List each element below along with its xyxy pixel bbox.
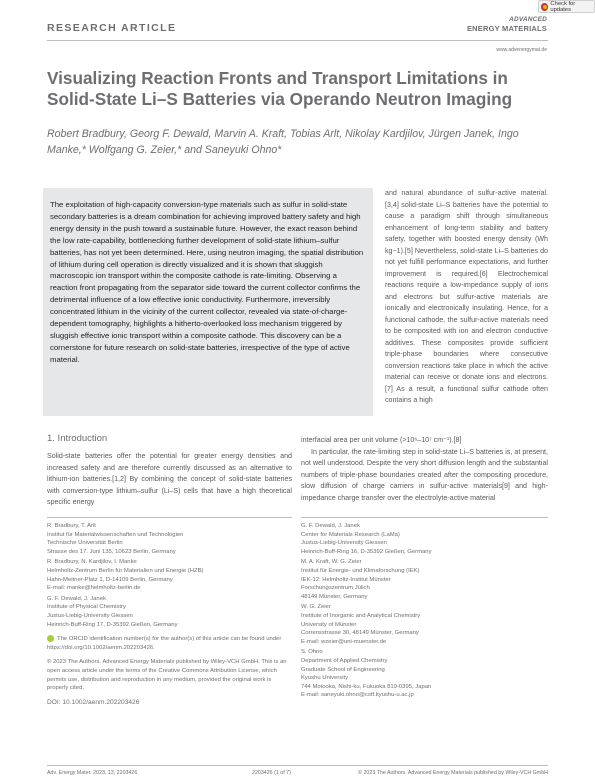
orcid-note-text: The ORCID identification number(s) for the author(s) of this article can be found under https://doi.org/10.1002/aenm.202203426. bbox=[47, 636, 282, 651]
affiliation-line: Heinrich-Buff-Ring 16, D-35392 Gießen, Germany bbox=[301, 548, 432, 555]
email-link[interactable]: E-mail: wzeier@uni-muenster.de bbox=[301, 638, 387, 645]
author-list: Robert Bradbury, Georg F. Dewald, Marvin A. Kraft, Tobias Arlt, Nikolay Kardjilov, Jürgen Janek, Ingo Manke,* Wolfgang G. Zeier,* and Saneyuki Ohno* bbox=[47, 128, 519, 156]
affiliations-right bbox=[301, 522, 548, 700]
affiliation-line: S. Ohno bbox=[301, 649, 323, 656]
license-note: © 2023 The Authors. Advanced Energy Materials published by Wiley-VCH GmbH. This is an open access article under the terms of the Creative Commons Attribution License, which permits use, distribution and reproduction in any medium, provided the original work is properly cited. bbox=[47, 659, 287, 692]
footer-copyright: © 2023 The Authors. Advanced Energy Materials published by Wiley-VCH GmbH bbox=[358, 770, 548, 776]
body-paragraph: In particular, the rate-limiting step in solid-state Li–S batteries is, at present, not well understood. Despite the very short diffusion length and the substantial numbers of triple-phase boundaries created after the compositing procedure, slow diffusion of charge carriers in sulfur-active materials[9] and high-impedance charge transfer over the electrolyte-active material bbox=[301, 447, 548, 502]
affiliation-line: Center for Materials Research (LaMa) bbox=[301, 531, 400, 538]
update-badge-icon bbox=[541, 3, 548, 11]
affiliation-line: Justus-Liebig-University Giessen bbox=[301, 540, 387, 547]
affiliation-line: Institute of Physical Chemistry bbox=[47, 604, 126, 611]
affiliation-line: R. Bradbury, T. Arlt bbox=[47, 523, 96, 529]
intro-paragraph: Solid-state batteries offer the potential for greater energy densities and increased safety and are therefore currently discussed as an alternative to lithium-ion batteries.[1,2] By combining the concept of solid-state batteries with conversion-type lithium–sulfur (Li–S) cells that have a high theoretical specific energy bbox=[47, 452, 292, 506]
email-link[interactable]: E-mail: saneyuki.ohno@cstf.kyushu-u.ac.jp bbox=[301, 692, 414, 699]
affiliation-line: Institut für Energie- und Klimaforschung (IEK) bbox=[301, 567, 420, 574]
affiliations-left bbox=[47, 522, 292, 707]
affiliation-line: Kyushu University bbox=[301, 675, 349, 682]
doi[interactable]: DOI: 10.1002/aenm.202203426 bbox=[47, 698, 140, 706]
affiliation-line: R. Bradbury, N. Kardjilov, I. Manke bbox=[47, 559, 137, 566]
affiliation-line: Department of Applied Chemistry bbox=[301, 657, 388, 664]
affiliation-line: G. F. Dewald, J. Janek bbox=[47, 595, 106, 602]
orcid-icon bbox=[47, 635, 54, 642]
affiliation-line: M. A. Kraft, W. G. Zeier bbox=[301, 559, 362, 566]
orcid-note[interactable] bbox=[47, 635, 292, 652]
header-divider bbox=[47, 40, 548, 41]
body-text-right-top: and natural abundance of sulfur-active material.[3,4] solid-state Li–S batteries have the potential to cause a paradigm shift through simultaneous enhancement of long-term stability and battery safety, together with boosted energy density (Wh kg−1).[5] Nevertheless, solid-state Li–S batteries do not yet fulfill performance expectations, and further improvement is required.[6] Electrochemical reactions require a low-impedance supply of ions and electrons but sulfur-active materials are ionically and electronically insulating. Hence, for a functional cathode, the sulfur-active materials need to be composited with ion and electron conductive additives. These composites provide sufficient triple-phase boundaries where consecutive conversion reactions take place in which the active material can receive or donate ions and electrons.[7] As a result, a functional sulfur cathode often contains a high bbox=[385, 189, 548, 404]
affiliation-line: Graduate School of Engineering bbox=[301, 666, 385, 673]
footer-divider bbox=[47, 765, 548, 766]
article-title: Visualizing Reaction Fronts and Transport Limitations in Solid-State Li–S Batteries via Operando Neutron Imaging bbox=[47, 68, 513, 109]
affiliation-line: Heinrich-Buff-Ring 17, D-35392 Gießen, Germany bbox=[47, 621, 178, 628]
body-text-right-bottom bbox=[301, 435, 548, 504]
affiliation-line: Forschungszentrum Jülich bbox=[301, 585, 370, 592]
section-label: RESEARCH ARTICLE bbox=[47, 22, 177, 34]
affiliation-line: Justus-Liebig-University Giessen bbox=[47, 612, 133, 619]
journal-logo-line1: ADVANCED bbox=[509, 16, 547, 23]
body-text-line: interfacial area per unit volume (>10⁶–10⁷ cm⁻¹).[8] bbox=[301, 436, 462, 444]
affiliation-line: G. F. Dewald, J. Janek bbox=[301, 523, 360, 529]
affiliation-line: University of Münster bbox=[301, 621, 357, 628]
footer-citation: Adv. Energy Mater. 2023, 13, 2203426 bbox=[47, 770, 138, 776]
journal-logo bbox=[467, 14, 547, 53]
affiliations-divider-right bbox=[301, 517, 548, 518]
email-link[interactable]: E-mail: manke@helmholtz-berlin.de bbox=[47, 585, 141, 592]
journal-url[interactable]: www.advenergymat.de bbox=[496, 47, 547, 53]
affiliation-line: IEK-12: Helmholtz-Institut Münster bbox=[301, 576, 391, 583]
affiliation-line: Institut für Materialwissenschaften und Technologien bbox=[47, 531, 184, 538]
check-for-updates-button[interactable] bbox=[538, 0, 595, 13]
affiliation-line: 48149 Münster, Germany bbox=[301, 593, 368, 600]
affiliation-line: Hahn-Meitner-Platz 1, D-14109 Berlin, Germany bbox=[47, 576, 173, 583]
affiliation-line: Helmholtz-Zentrum Berlin für Materialien und Energie (HZB) bbox=[47, 567, 204, 574]
abstract-text: The exploitation of high-capacity conversion-type materials such as sulfur in solid-state secondary batteries is a dream combination for achieving improved battery safety and high energy density in the push toward a sustainable future. However, the exact reason behind the low rate-capability, bottlenecking further development of solid-state lithium–sulfur batteries, has not yet been determined. Here, using neutron imaging, the spatial distribution of lithium during cell operation is directly visualized and it is shown that sluggish macroscopic ion transport within the composite cathode is rate-limiting. Observing a reaction front propagating from the separator side toward the current collector confirms the detrimental influence of a low effective ionic conductivity. Furthermore, irreversibly concentrated lithium in the vicinity of the current collector, revealed via state-of-charge-dependent tomography, highlights a hitherto-overlooked loss mechanism triggered by sluggish effective ionic transport within a composite cathode. This discovery can be a cornerstone for future research on solid-state batteries, irrespective of the type of active material. bbox=[50, 200, 364, 364]
affiliation-line: W. G. Zeier bbox=[301, 604, 331, 611]
affiliations-divider-left bbox=[47, 517, 292, 518]
check-updates-label: Check for updates bbox=[550, 0, 576, 13]
affiliation-line: Corrensstrasse 30, 48149 Münster, Germany bbox=[301, 630, 419, 637]
affiliation-line: Technische Universität Berlin bbox=[47, 540, 123, 547]
affiliation-line: Institute of Inorganic and Analytical Chemistry bbox=[301, 612, 421, 619]
affiliation-line: 744 Motooka, Nishi-ku, Fukuoka 819-0395, Japan bbox=[301, 683, 432, 690]
journal-logo-line2: ENERGY MATERIALS bbox=[466, 24, 547, 33]
page-number: 2203426 (1 of 7) bbox=[252, 770, 291, 776]
affiliation-line: Strasse des 17. Juni 135, 10623 Berlin, Germany bbox=[47, 548, 176, 555]
section-heading: 1. Introduction bbox=[47, 433, 108, 444]
